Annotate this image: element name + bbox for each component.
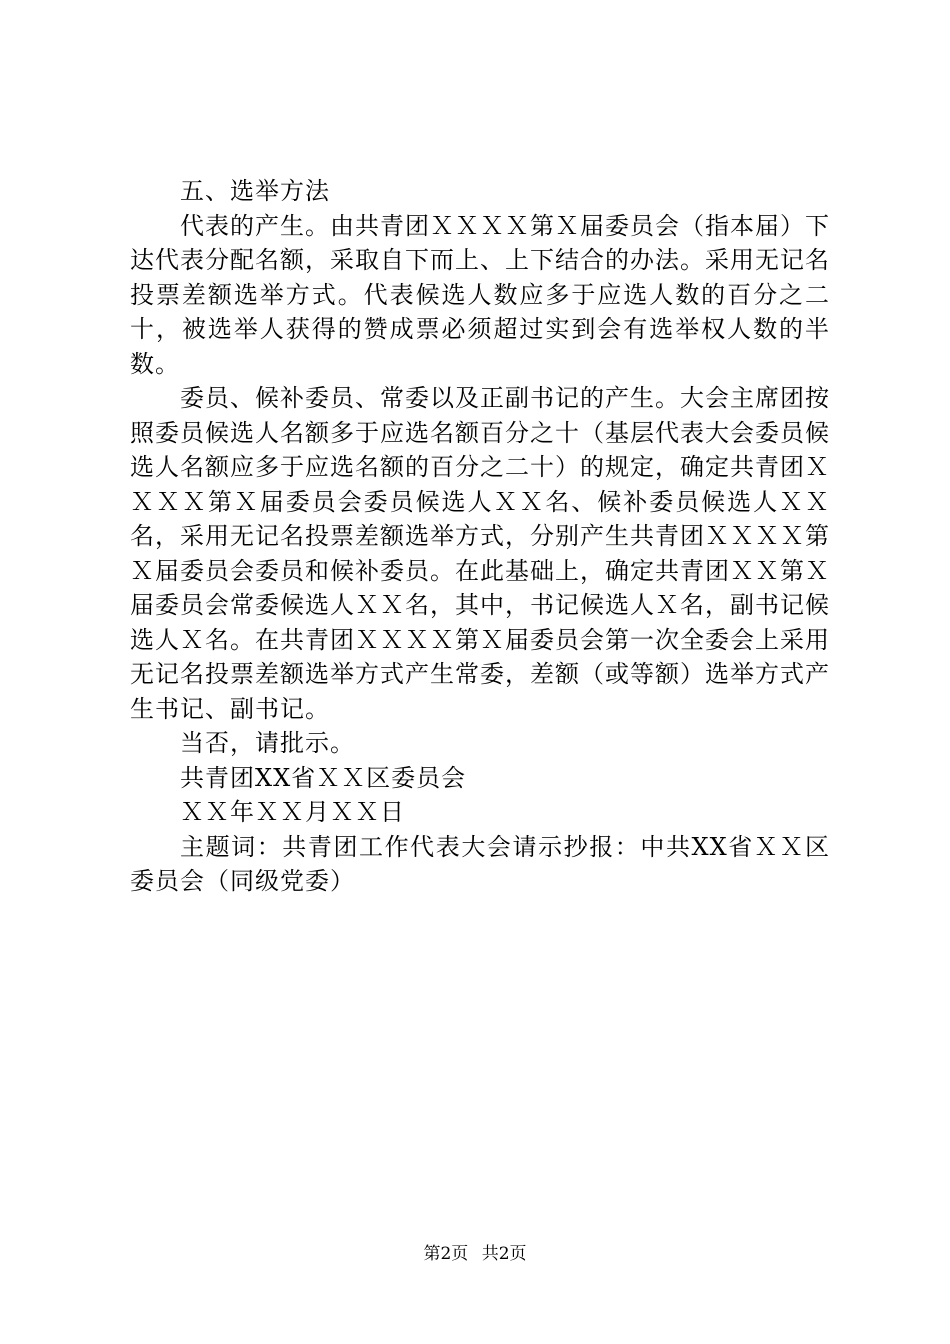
page-total: 共2页 <box>481 1244 527 1264</box>
page-footer <box>0 1242 950 1266</box>
issuer-line: 共青团XX省ＸＸ区委员会 <box>180 763 467 792</box>
keywords-line: 主题词：共青团工作代表大会请示抄报：中共XX省ＸＸ区委员会（同级党委） <box>130 832 830 895</box>
date-line: ＸＸ年ＸＸ月ＸＸ日 <box>180 798 405 826</box>
request-line: 当否，请批示。 <box>180 729 355 757</box>
page-number: 第2页 <box>423 1244 469 1264</box>
section-heading: 五、选举方法 <box>180 177 330 205</box>
paragraph-committee: 委员、候补委员、常委以及正副书记的产生。大会主席团按照委员候选人名额多于应选名额百分之十（基层代表大会委员候选人名额应多于应选名额的百分之二十）的规定，确定共青团ＸＸＸＸ第Ｘ届委员会委员候选人ＸＸ名、候补委员候选人ＸＸ名，采用无记名投票差额选举方式，分别产生共青团ＸＸＸＸ第Ｘ届委员会委员和候补委员。在此基础上，确定共青团ＸＸ第Ｘ届委员会常委候选人ＸＸ名，其中，书记候选人Ｘ名，副书记候选人Ｘ名。在共青团ＸＸＸＸ第Ｘ届委员会第一次全委会上采用无记名投票差额选举方式产生常委，差额（或等额）选举方式产生书记、副书记。 <box>130 384 830 723</box>
paragraph-representatives: 代表的产生。由共青团ＸＸＸＸ第Ｘ届委员会（指本届）下达代表分配名额，采取自下而上、上下结合的办法。采用无记名投票差额选举方式。代表候选人数应多于应选人数的百分之二十，被选举人获得的赞成票必须超过实到会有选举权人数的半数。 <box>130 211 830 378</box>
document-body <box>130 174 830 899</box>
